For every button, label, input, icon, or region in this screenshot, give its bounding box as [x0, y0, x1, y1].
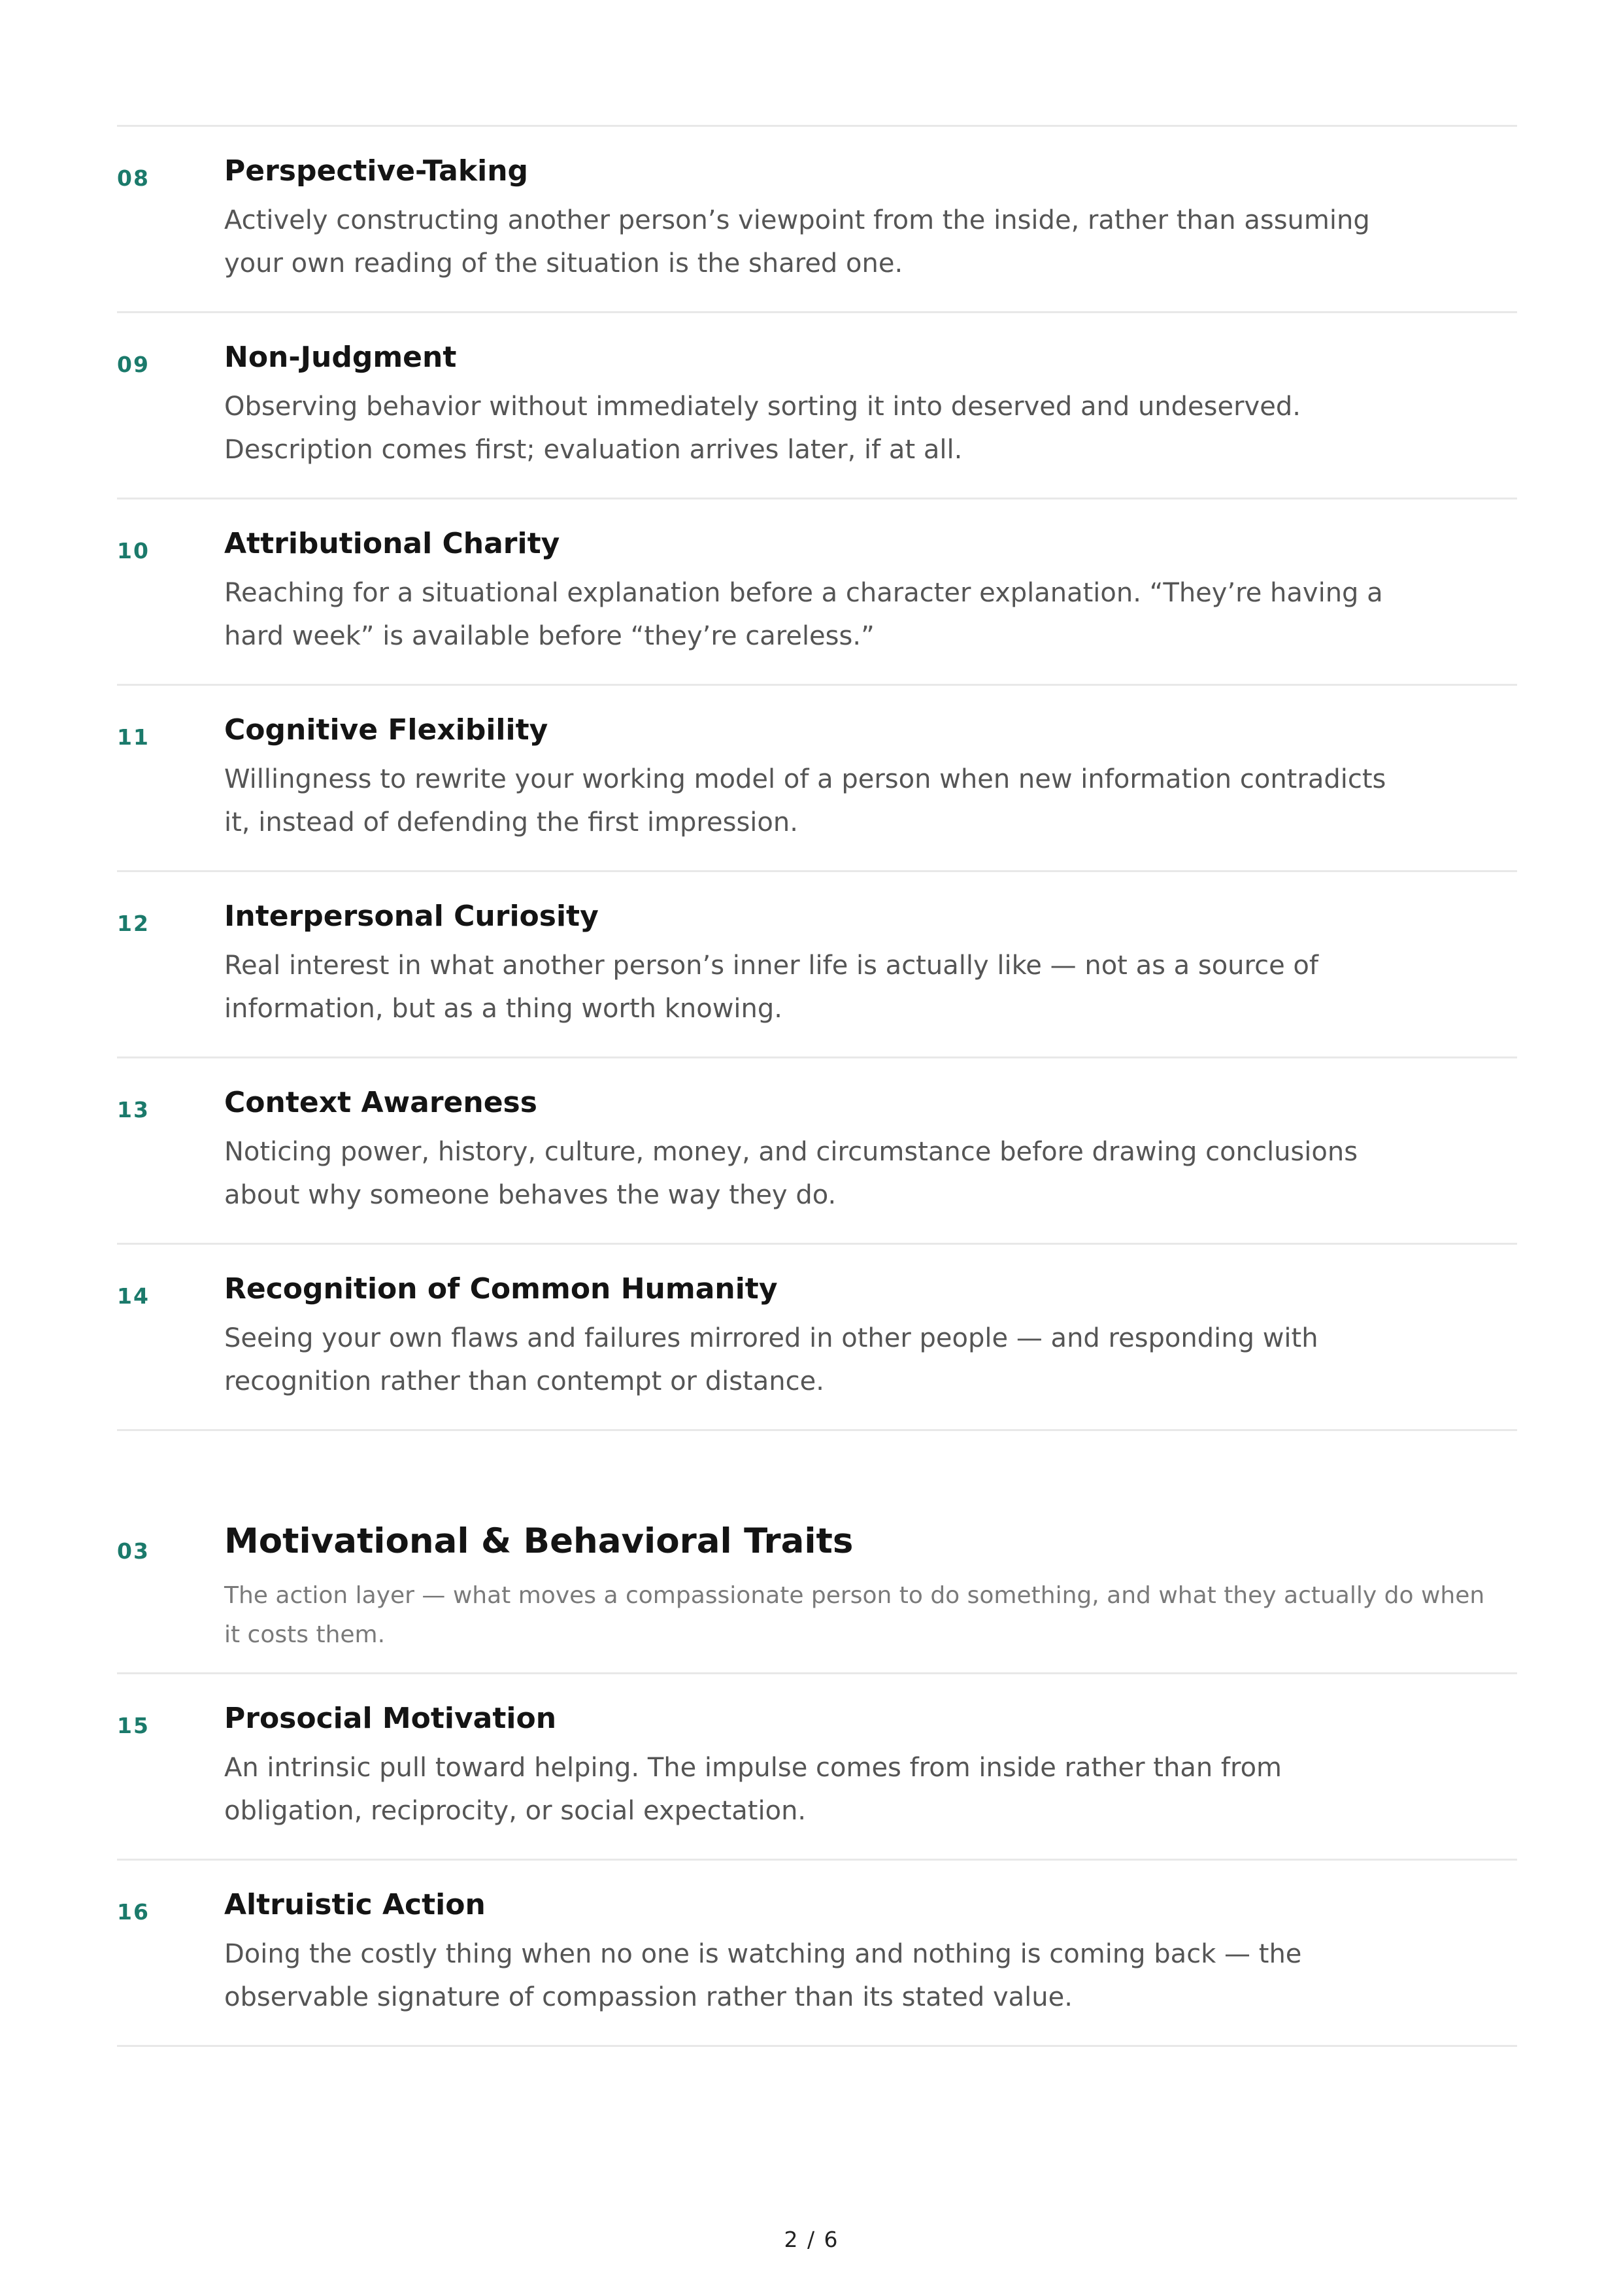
- trait-entry: [117, 499, 1517, 686]
- section-header: [117, 1431, 1517, 1674]
- trait-title: Recognition of Common Humanity: [224, 1272, 778, 1306]
- trait-title: Cognitive Flexibility: [224, 713, 548, 747]
- trait-title: Altruistic Action: [224, 1888, 486, 1921]
- trait-number: 15: [117, 1713, 150, 1738]
- trait-entry: [117, 313, 1517, 499]
- trait-entry: [117, 1861, 1517, 2047]
- trait-description: Seeing your own flaws and failures mirrored in other people — and responding with recognition rather than contempt or distance.: [224, 1323, 1318, 1396]
- trait-title: Perspective-Taking: [224, 154, 529, 188]
- trait-description: An intrinsic pull toward helping. The impulse comes from inside rather than from obligation, reciprocity, or social expectation.: [224, 1753, 1282, 1826]
- section-description: The action layer — what moves a compassionate person to do something, and what they actually do when it costs them.: [224, 1582, 1485, 1648]
- trait-description: Actively constructing another person’s viewpoint from the inside, rather than assuming your own reading of the situation is the shared one.: [224, 205, 1370, 279]
- trait-title: Context Awareness: [224, 1086, 537, 1119]
- trait-description: Willingness to rewrite your working model of a person when new information contradicts it, instead of defending the first impression.: [224, 764, 1386, 837]
- trait-entry: [117, 686, 1517, 872]
- trait-description: Reaching for a situational explanation before a character explanation. “They’re having a hard week” is available before “they’re careless.”: [224, 578, 1383, 651]
- trait-entry: [117, 1058, 1517, 1245]
- trait-number: 08: [117, 165, 150, 191]
- trait-description: Noticing power, history, culture, money, and circumstance before drawing conclusions about why someone behaves the way they do.: [224, 1137, 1358, 1210]
- trait-number: 14: [117, 1283, 150, 1309]
- trait-number: 10: [117, 538, 150, 564]
- page-indicator: 2 / 6: [784, 2227, 839, 2252]
- trait-description: Doing the costly thing when no one is watching and nothing is coming back — the observable signature of compassion rather than its stated value.: [224, 1939, 1302, 2012]
- trait-title: Interpersonal Curiosity: [224, 900, 599, 933]
- trait-number: 16: [117, 1899, 150, 1925]
- trait-number: 12: [117, 911, 150, 936]
- trait-entry: [117, 1245, 1517, 1431]
- section-title: Motivational & Behavioral Traits: [224, 1521, 854, 1561]
- trait-number: 11: [117, 724, 150, 750]
- trait-title: Attributional Charity: [224, 527, 560, 560]
- section-number: 03: [117, 1538, 150, 1564]
- document-content: [117, 125, 1517, 2047]
- trait-entry: [117, 872, 1517, 1058]
- trait-title: Prosocial Motivation: [224, 1702, 557, 1735]
- trait-number: 13: [117, 1097, 150, 1123]
- trait-title: Non-Judgment: [224, 341, 457, 374]
- trait-entry: [117, 127, 1517, 313]
- trait-description: Observing behavior without immediately sorting it into deserved and undeserved. Description comes first; evaluation arrives later, if at all.: [224, 392, 1301, 465]
- trait-description: Real interest in what another person’s inner life is actually like — not as a source of information, but as a thing worth knowing.: [224, 951, 1318, 1024]
- trait-number: 09: [117, 352, 150, 377]
- trait-entry: [117, 1674, 1517, 1861]
